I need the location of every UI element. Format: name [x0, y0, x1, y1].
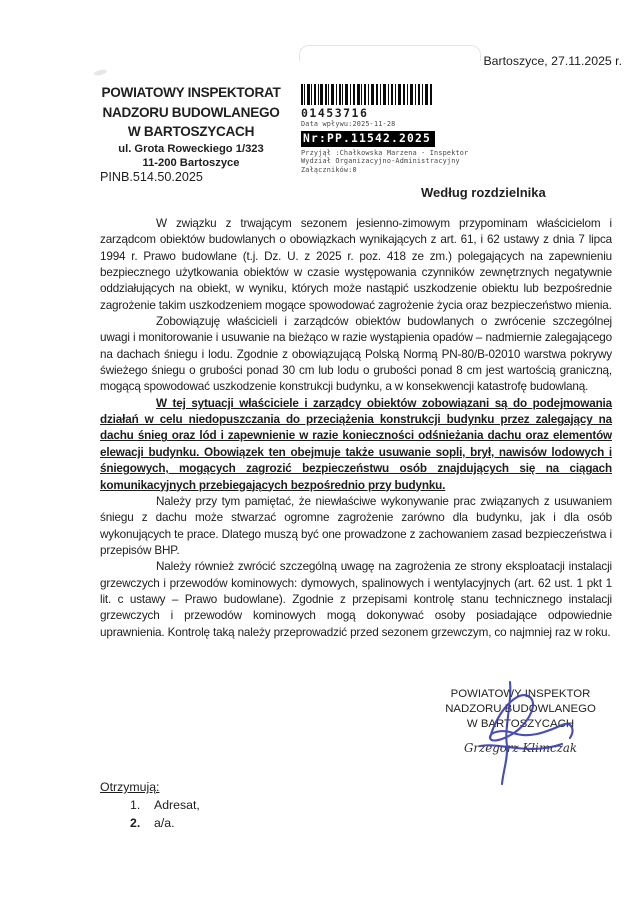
signature-block	[438, 687, 603, 756]
intake-stamp	[301, 84, 486, 174]
label-sticker-edge-artifact	[299, 45, 481, 61]
body-paragraph: Zobowiązuję właścicieli i zarządców obiektów budowlanych o zwrócenie szczególnej uwagi i monitorowanie i usuwanie na bieżąco w razie wystąpienia opadów – nadmiernie zalegającego na dachach śniegu i lodu. Zgodnie z obowiązującą Polską Normą PN-80/B-02010 warstwa pokrywy świeżego śniegu o grubości ponad 30 cm lub lodu o grubości ponad 8 cm jest wartością graniczną, mogącą spowodować uszkodzenie konstrukcji budynku, a w konsekwencji katastrofę budowlaną.	[100, 315, 612, 394]
distribution-item-label: a/a.	[154, 815, 175, 830]
letter-body	[100, 216, 612, 641]
distribution-item-number: 2.	[130, 815, 141, 830]
signature-org-line: NADZORU BUDOWLANEGO	[445, 703, 596, 716]
barcode-image	[301, 84, 433, 105]
stamp-case-number: Nr:PP.11542.2025	[301, 131, 435, 147]
body-paragraph: Należy przy tym pamiętać, że niewłaściwe wykonywanie prac związanych z usuwaniem śniegu z dachu może stwarzać ogromne zagrożenie zarówno dla budynku, jak i dla osób wykonujących te prace. Dlatego muszą być one prowadzone z zachowaniem zasad bezpieczeństwa i przepisów BHP.	[100, 494, 612, 557]
body-paragraph: Należy również zwrócić szczególną uwagę na zagrożenia ze strony eksploatacji instalacji grzewczych i przewodów kominowych: dymowych, spalinowych i wentylacyjnych (art. 62 ust. 1 pkt 1 lit. c ustawy – Prawo budowlane). Zgodnie z przepisami kontrolę stanu technicznego instalacji grzewczych i przewodów kominowych mogą dokonywać osoby posiadające odpowiednie uprawnienia. Kontrolę taką należy przeprowadzić przed sezonem grzewczym, co najmniej raz w roku.	[100, 560, 612, 639]
stamp-attachments: Załączników:0	[301, 165, 357, 174]
stamp-department: Wydział Organizacyjno-Administracyjny	[301, 157, 460, 166]
city-and-date: Bartoszyce, 27.11.2025 r.	[483, 54, 622, 68]
distribution-list	[100, 780, 200, 832]
distribution-heading: Otrzymują:	[100, 780, 160, 794]
signature-org-line: POWIATOWY INSPEKTOR	[450, 688, 591, 700]
letterhead-line: POWIATOWY INSPEKTORAT	[101, 85, 281, 100]
scan-smudge-artifact	[94, 69, 108, 77]
letterhead	[66, 83, 316, 171]
barcode-number: 01453716	[301, 106, 369, 120]
letterhead-line: W BARTOSZYCACH	[127, 124, 255, 140]
signature-org-line: W BARTOSZYCACH	[466, 718, 575, 731]
body-paragraph-emphasized: W tej sytuacji właściciele i zarządcy obiektów zobowiązani są do podejmowania działań w celu niedopuszczania do przeciążenia konstrukcji budynku przez zalegający na dachu śnieg oraz lód i zapewnienie w razie konieczności odśnieżania dachu oraz elementów elewacji budynku. Obowiązek ten obejmuje także usuwanie sopli, brył, nawisów lodowych i śniegowych, mogących zagrozić bezpieczeństwu osób znajdujących się na ciągach komunikacyjnych przebiegających bezpośrednio przy budynku.	[100, 396, 612, 492]
reference-number: PINB.514.50.2025	[100, 170, 203, 184]
distribution-item	[130, 797, 200, 815]
signer-name: Grzegorz Klimczak	[463, 740, 578, 755]
distribution-item-label: Adresat,	[154, 798, 200, 812]
letterhead-line: NADZORU BUDOWLANEGO	[102, 104, 280, 120]
distribution-item-number: 1.	[130, 798, 141, 812]
addressee-line: Według rozdzielnika	[421, 185, 546, 200]
letterhead-address-line: 11-200 Bartoszyce	[142, 157, 240, 170]
stamp-received-by: Przyjął :Chałkowska Marzena - Inspektor	[301, 148, 469, 157]
distribution-item	[130, 815, 200, 833]
body-paragraph: W związku z trwającym sezonem jesienno-zimowym przypominam właścicielom i zarządcom obiektów budowlanych o obowiązkach wynikających z art. 61, i 62 ustawy z dnia 7 lipca 1994 r. Prawo budowlane (t.j. Dz. U. z 2025 r. poz. 418 ze zm.) polegających na zapewnieniu bezpiecznego użytkowania obiektów w czasie występowania czynników zewnętrznych negatywnie oddziałujących na obiekt, w wyniku, których może nastąpić uszkodzenie obiektu lub bezpośrednie zagrożenie takim uszkodzeniem mogące spowodować zagrożenie życia oraz bezpieczeństwo mienia.	[100, 217, 612, 312]
letterhead-address-line: ul. Grota Roweckiego 1/323	[118, 142, 264, 155]
stamp-date-received: Data wpływu:2025-11-28	[301, 120, 396, 128]
